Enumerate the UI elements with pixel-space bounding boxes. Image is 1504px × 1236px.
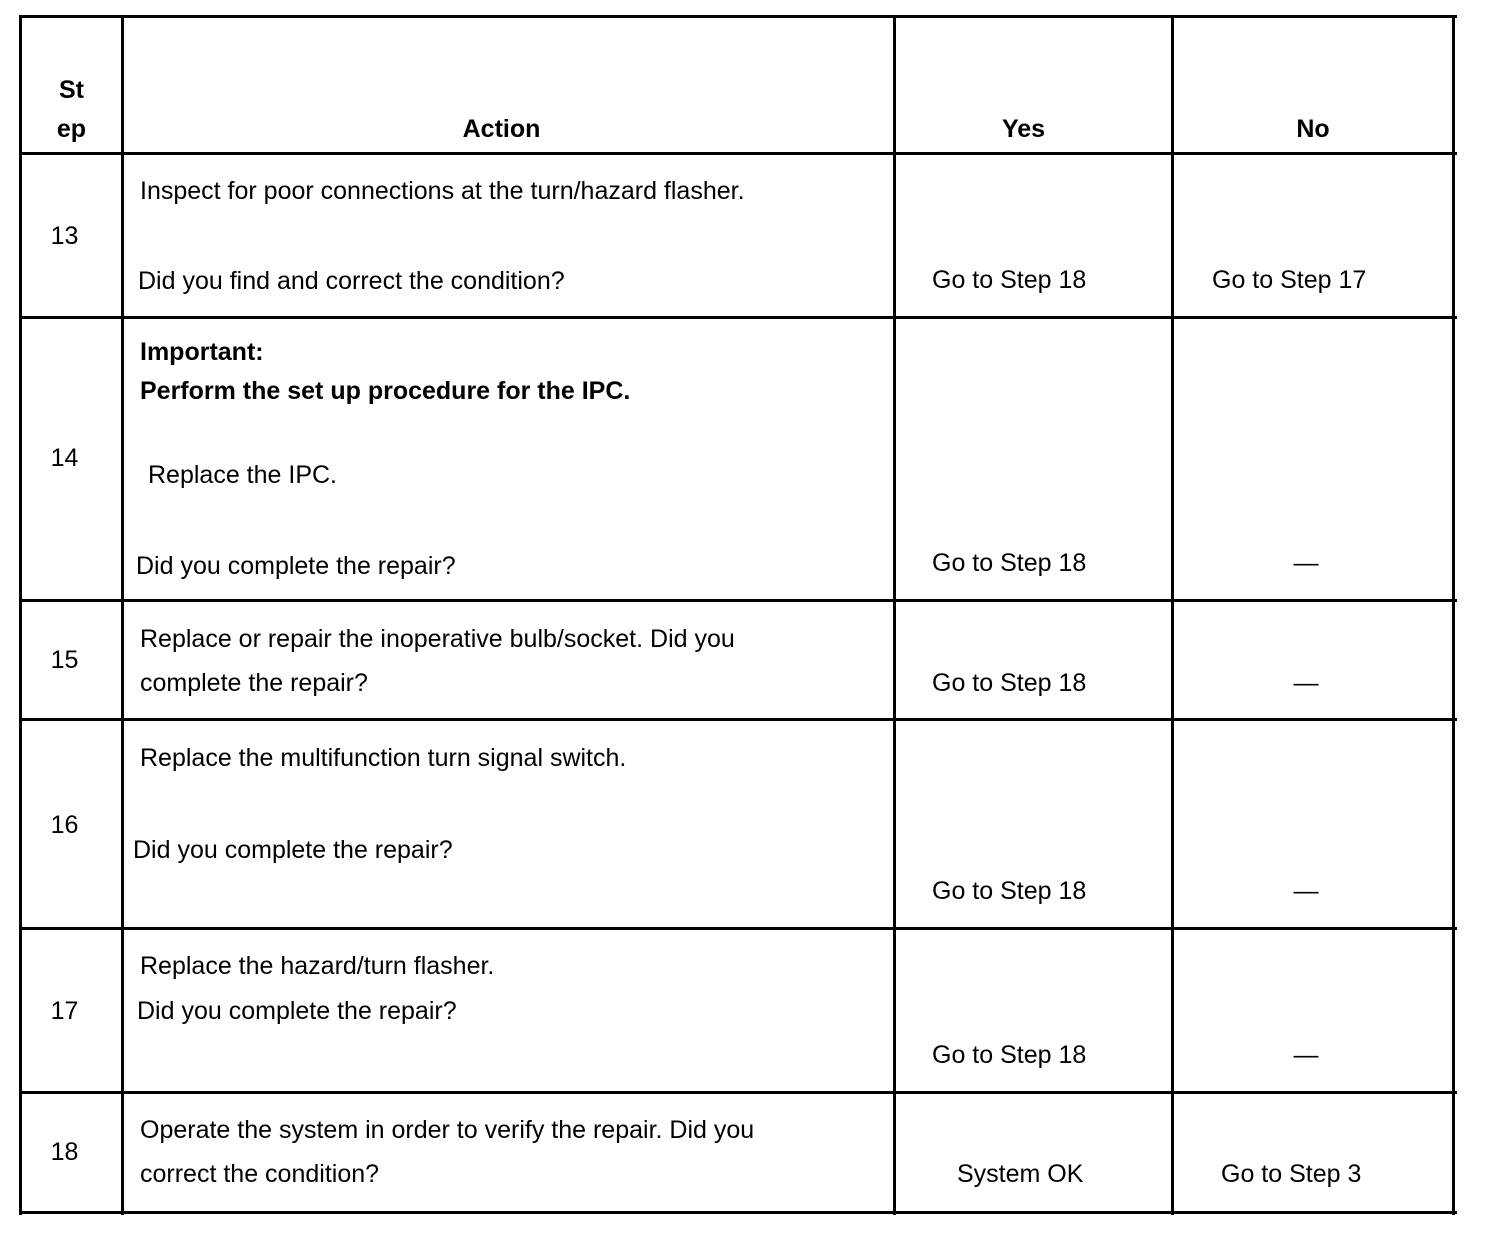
no-result: — [1293,877,1319,905]
yes-result: System OK [957,1160,1084,1188]
no-result: Go to Step 17 [1212,266,1367,294]
header-divider [19,152,1457,155]
action-text: Operate the system in order to verify the repair. Did you [140,1116,755,1144]
header-action: Action [462,115,541,143]
table-border-top [19,15,1457,18]
table-border-right [1452,15,1455,1215]
column-divider [893,15,896,1215]
action-text: Replace the multifunction turn signal switch. [140,744,627,772]
header-step-line1: St [59,76,84,104]
row-divider [19,718,1457,721]
step-number: 18 [50,1138,79,1166]
step-number: 13 [50,222,79,250]
step-number: 16 [50,811,79,839]
header-step-line2: ep [56,115,87,143]
column-divider [121,15,124,1215]
action-question: Did you complete the repair? [136,552,456,580]
action-text: Replace the IPC. [148,461,337,489]
yes-result: Go to Step 18 [932,266,1087,294]
action-text: Inspect for poor connections at the turn/hazard flasher. [140,177,745,205]
row-divider [19,1091,1457,1094]
header-yes: Yes [1001,115,1046,143]
yes-result: Go to Step 18 [932,877,1087,905]
yes-result: Go to Step 18 [932,549,1087,577]
header-no: No [1296,115,1330,143]
action-question: Did you complete the repair? [133,836,453,864]
no-result: — [1293,1041,1319,1069]
no-result: Go to Step 3 [1221,1160,1362,1188]
column-divider [1171,15,1174,1215]
important-text: Perform the set up procedure for the IPC. [140,377,631,405]
row-divider [19,599,1457,602]
action-text: Replace or repair the inoperative bulb/socket. Did you [140,625,735,653]
important-label: Important: [140,338,264,366]
step-number: 15 [50,646,79,674]
action-question: Did you complete the repair? [137,997,457,1025]
no-result: — [1293,669,1319,697]
action-text-continued: complete the repair? [140,669,368,697]
row-divider [19,316,1457,319]
step-number: 17 [50,997,79,1025]
action-text: Replace the hazard/turn flasher. [140,952,495,980]
table-border-bottom [19,1211,1457,1214]
row-divider [19,927,1457,930]
yes-result: Go to Step 18 [932,1041,1087,1069]
action-question: Did you find and correct the condition? [138,267,565,295]
step-number: 14 [50,444,79,472]
table-border-left [19,15,22,1215]
no-result: — [1293,549,1319,577]
yes-result: Go to Step 18 [932,669,1087,697]
action-text-continued: correct the condition? [140,1160,380,1188]
